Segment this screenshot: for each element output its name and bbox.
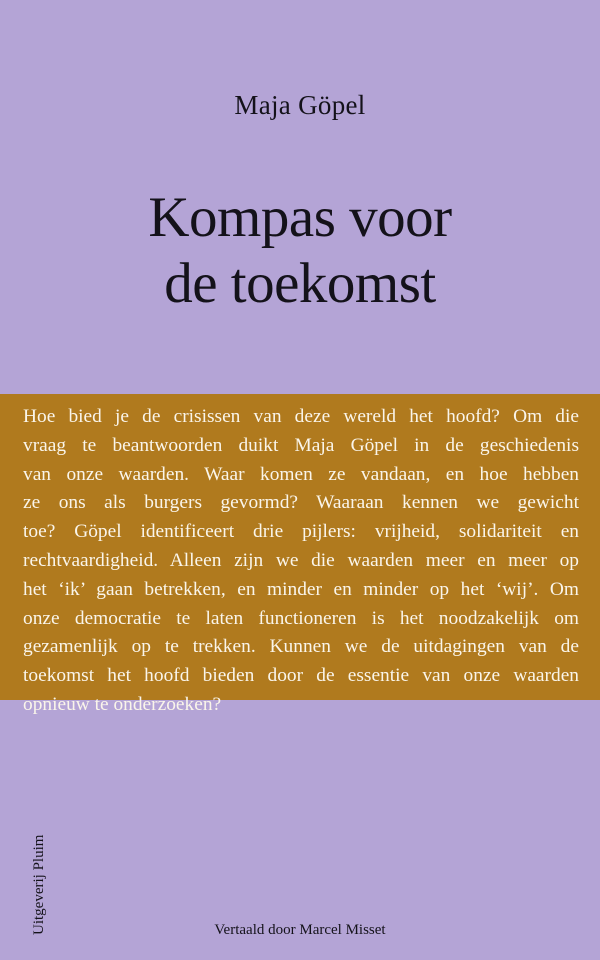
blurb-line: ze ons als burgers gevormd? Waaraan kennen we gewicht — [23, 492, 579, 514]
book-title — [0, 185, 600, 317]
book-title-line-2: de toekomst — [164, 252, 436, 315]
blurb-line: gezamenlijk op te trekken. Kunnen we de uitdagingen van de — [23, 636, 579, 658]
blurb-line: vraag te beantwoorden duikt Maja Göpel in de geschiedenis — [23, 434, 579, 456]
blurb-line: toe? Göpel identificeert drie pijlers: vrijheid, solidariteit en — [23, 521, 579, 543]
blurb-line: toekomst het hoofd bieden door de essentie van onze waarden — [23, 665, 579, 687]
blurb-line: rechtvaardigheid. Alleen zijn we die waarden meer en meer op — [23, 549, 579, 571]
blurb-line: van onze waarden. Waar komen ze vandaan, en hoe hebben — [23, 463, 579, 485]
blurb-line: onze democratie te laten functioneren is het noodzakelijk om — [23, 607, 579, 629]
blurb-text — [23, 403, 579, 720]
blurb-line: opnieuw te onderzoeken? — [23, 693, 222, 715]
book-title-line-1: Kompas voor — [148, 186, 452, 249]
publisher-name: Uitgeverij Pluim — [31, 834, 47, 935]
blurb-line: Hoe bied je de crisissen van deze wereld het hoofd? Om die — [23, 406, 579, 427]
blurb-band — [0, 394, 600, 715]
blurb-line: het ‘ik’ gaan betrekken, en minder en minder op het ‘wij’. Om — [23, 578, 579, 600]
author-name: Maja Göpel — [234, 90, 366, 120]
translator-credit: Vertaald door Marcel Misset — [214, 922, 386, 938]
